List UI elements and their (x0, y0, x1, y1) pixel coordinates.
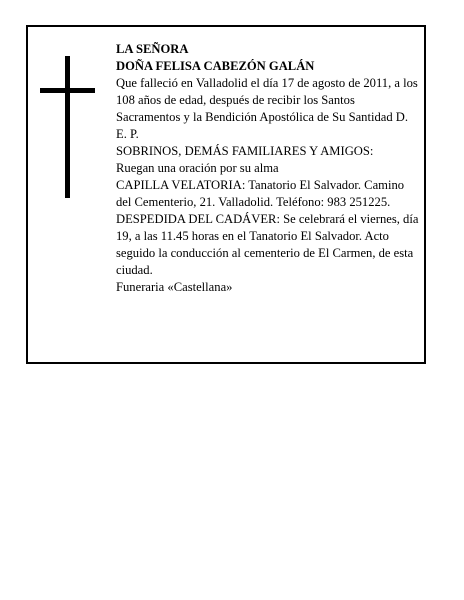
chapel-paragraph: CAPILLA VELATORIA: Tanatorio El Salvador. Camino del Cementerio, 21. Valladolid. Teléfono: 983 251225. (116, 178, 405, 209)
death-details-paragraph: Que falleció en Valladolid el día 17 de agosto de 2011, a los 108 años de edad, después de recibir los Santos Sacramentos y la Bendición Apostólica de Su Santidad D. E. P. (116, 76, 418, 141)
notice-text (116, 41, 422, 296)
farewell-paragraph: DESPEDIDA DEL CADÁVER: Se celebrará el viernes, día 19, a las 11.45 horas en el Tanatorio El Salvador. Acto seguido la conducción al cementerio de El Carmen, de esta ciudad. (116, 212, 419, 277)
prayer-request-line: Ruegan una oración por su alma (116, 161, 279, 175)
cross-icon (40, 56, 95, 198)
deceased-name: DOÑA FELISA CABEZÓN GALÁN (116, 59, 315, 73)
cross-horizontal-bar (40, 88, 95, 93)
funeral-home-line: Funeraria «Castellana» (116, 280, 233, 294)
cross-vertical-bar (65, 56, 70, 198)
family-line: SOBRINOS, DEMÁS FAMILIARES Y AMIGOS: (116, 144, 374, 158)
notice-heading-title: LA SEÑORA (116, 42, 189, 56)
obituary-notice (26, 25, 426, 364)
